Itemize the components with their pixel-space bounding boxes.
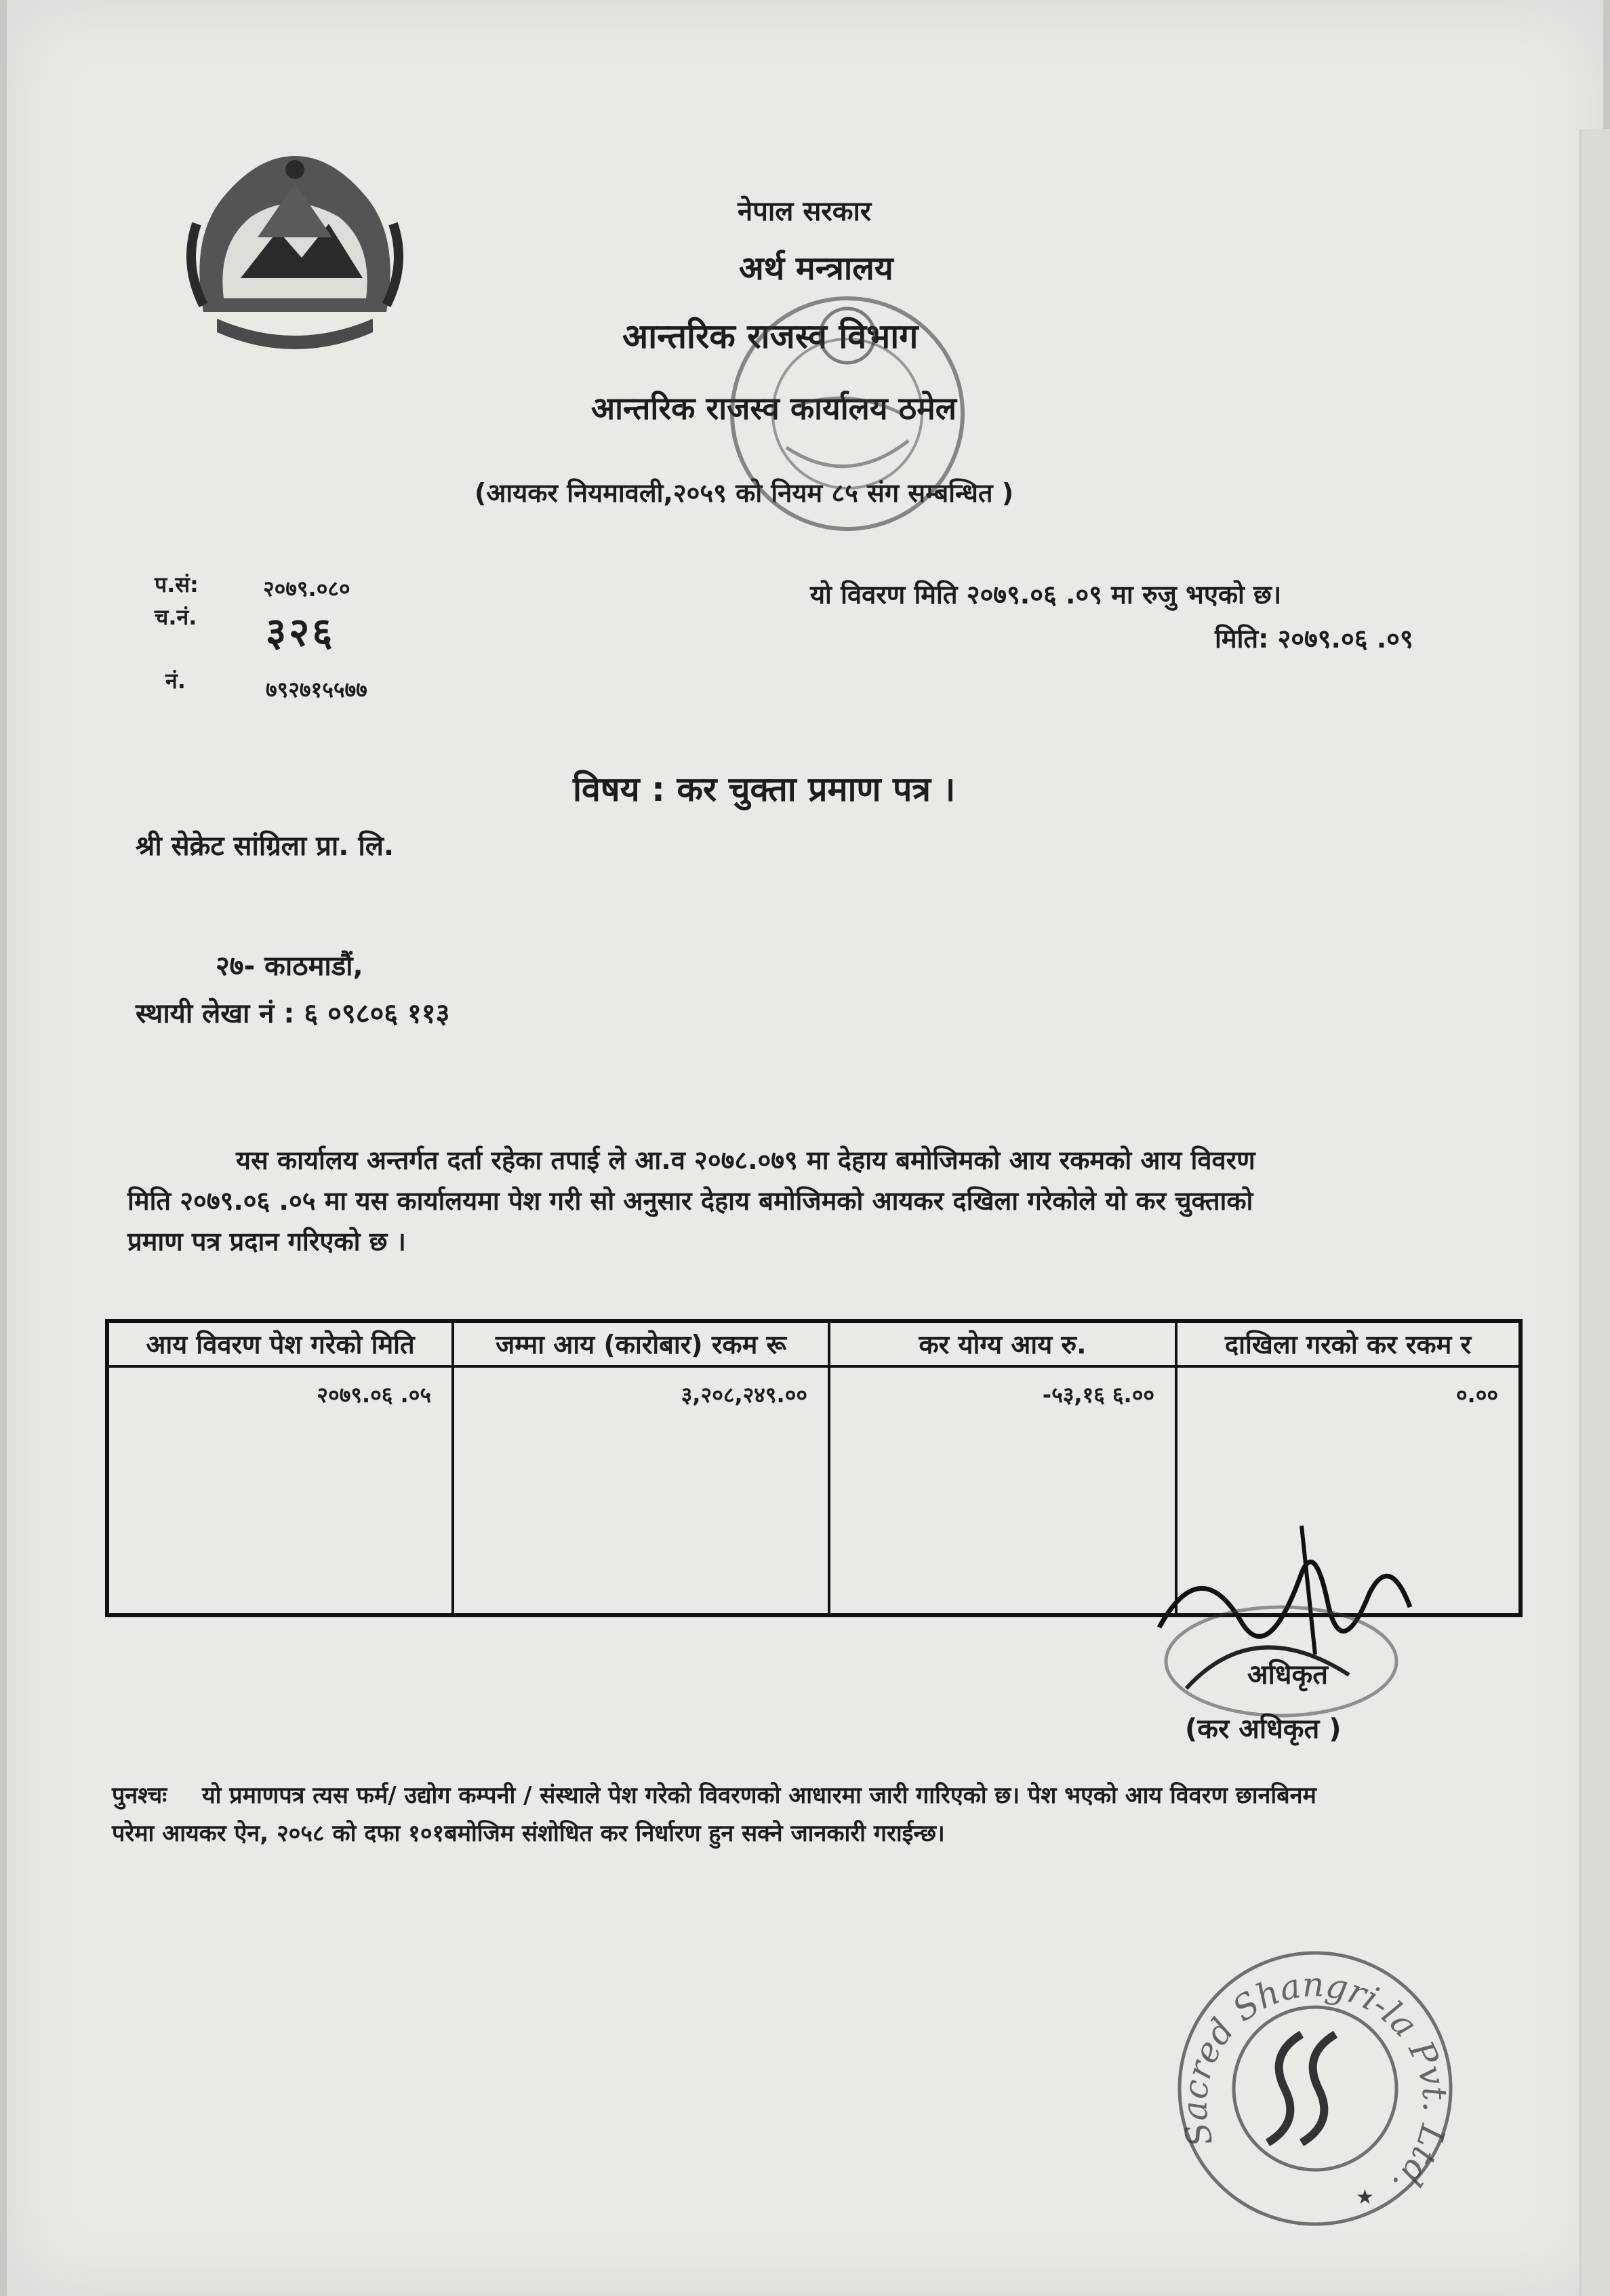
office-seal-icon [705, 271, 990, 556]
no-label: नं. [165, 668, 186, 694]
cell-taxable-income: -५३,१६ ६.०० [829, 1366, 1176, 1615]
recipient-name: श्री सेक्रेट सांग्रिला प्रा. लि. [136, 831, 395, 862]
footnote-line-1 [112, 1777, 1316, 1815]
office-name: आन्तरिक राजस्व कार्यालय ठमेल [591, 390, 957, 427]
pan-value: ६ ०९८०६ ११३ [304, 998, 450, 1029]
underlying-page-edge [1579, 129, 1610, 2296]
ps-label: प.सं: [155, 572, 199, 597]
ps-value: २०७९.०८० [263, 576, 350, 601]
subject-line: विषय : कर चुक्ता प्रमाण पत्र । [573, 770, 956, 809]
signature-caption-small: अधिकृत [1247, 1659, 1329, 1690]
table-header-row [107, 1321, 1521, 1366]
nepal-emblem-icon [176, 142, 414, 373]
cell-total-income: ३,२०८,२४९.०० [453, 1366, 829, 1615]
svg-text:★: ★ [1356, 2185, 1374, 2209]
header-filing-date: आय विवरण पेश गरेको मिति [107, 1321, 453, 1366]
department-name: आन्तरिक राजस्व विभाग [622, 317, 919, 356]
footnote-text-1: यो प्रमाणपत्र त्यस फर्म/ उद्योग कम्पनी / संस्थाले पेश गरेको विवरणको आधारमा जारी गारिएको छ। पेश भएको आय विवरण छानबिनम [201, 1782, 1316, 1809]
date-label: मिति: [1215, 624, 1269, 654]
issue-date [1215, 620, 1413, 656]
date-value: २०७९.०६ .०९ [1277, 624, 1413, 654]
body-line-3: प्रमाण पत्र प्रदान गरिएको छ । [127, 1227, 406, 1256]
rule-reference: (आयकर नियमावली,२०५९ को नियम ८५ संग सम्बन्धित ) [475, 478, 1014, 508]
government-name: नेपाल सरकार [738, 196, 872, 227]
ministry-name: अर्थ मन्त्रालय [739, 250, 893, 288]
header-tax-paid: दाखिला गरको कर रकम र [1176, 1321, 1521, 1366]
pan-number [136, 993, 449, 1031]
signature-caption: (कर अधिकृत ) [1185, 1714, 1342, 1745]
cell-filing-date: २०७९.०६ .०५ [107, 1366, 453, 1615]
footnote-label: पुनश्चः [112, 1782, 167, 1809]
chn-value: ३२६ [266, 609, 336, 655]
recipient-address: २७- काठमाडौं, [216, 951, 363, 982]
pan-label: स्थायी लेखा नं : [136, 998, 295, 1029]
company-stamp-icon [1166, 1939, 1464, 2238]
verified-note: यो विवरण मिति २०७९.०६ .०९ मा रुजु भएको छ। [810, 580, 1282, 610]
cell-tax-paid: ०.०० [1176, 1366, 1521, 1615]
body-line-1: यस कार्यालय अन्तर्गत दर्ता रहेका तपाई ले आ.व २०७८.०७९ मा देहाय बमोजिमको आय रकमको आय विवरण [236, 1145, 1255, 1175]
header-taxable-income: कर योग्य आय रु. [829, 1321, 1176, 1366]
header-total-income: जम्मा आय (कारोबार) रकम रू [453, 1321, 829, 1366]
body-line-2: मिति २०७९.०६ .०५ मा यस कार्यालयमा पेश गरी सो अनुसार देहाय बमोजिमको आयकर दखिला गरेकोले यो कर चुक्ताको [127, 1186, 1253, 1216]
svg-text:Sacred Shangri-la Pvt. Ltd.: Sacred Shangri-la Pvt. Ltd. [1175, 1964, 1455, 2204]
no-value: ७९२७१५५७७ [266, 677, 367, 702]
chn-label: च.नं. [155, 604, 197, 630]
signature-icon [1146, 1512, 1430, 1736]
footnote-line-2: परेमा आयकर ऐन, २०५८ को दफा १०१बमोजिम संशोधित कर निर्धारण हुन सक्ने जानकारी गराईन्छ। [112, 1820, 945, 1847]
